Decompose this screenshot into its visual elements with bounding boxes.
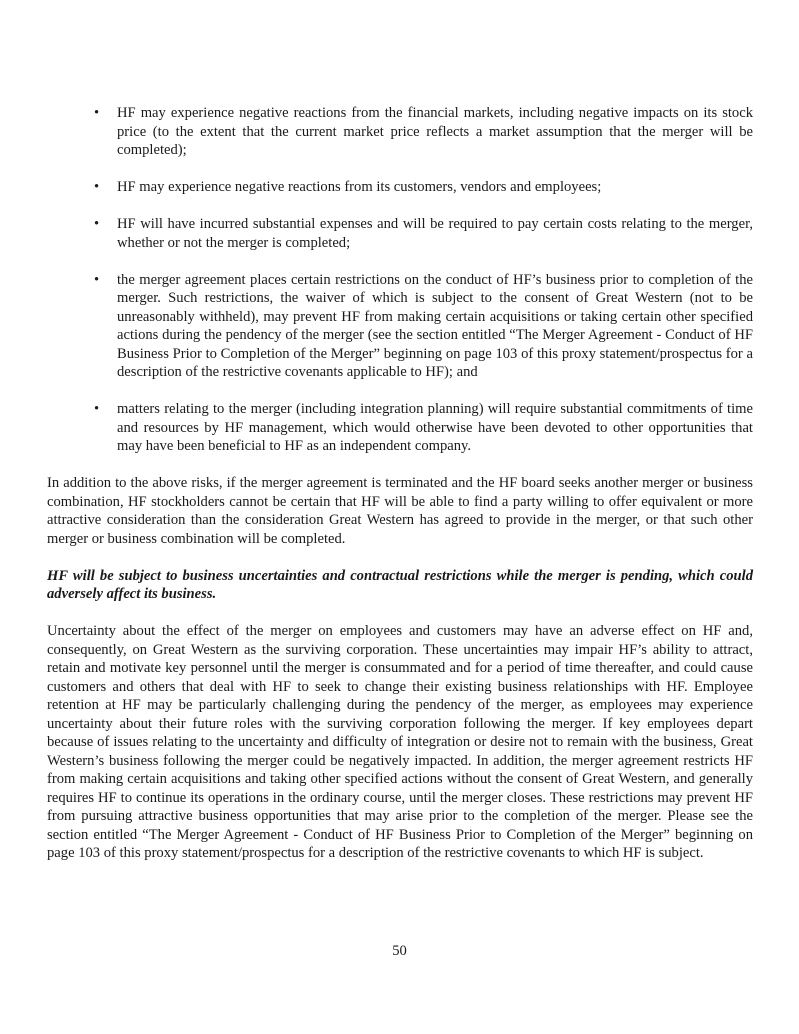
bullet-icon: • xyxy=(94,401,100,417)
bullet-text: HF may experience negative reactions from its customers, vendors and employees; xyxy=(117,179,602,195)
risk-bullet-list xyxy=(47,104,753,456)
section-body-paragraph: Uncertainty about the effect of the merger on employees and customers may have an adverse effect on HF and, consequently, on Great Western as the surviving corporation. These uncertainties may impair HF’s ability to attract, retain and motivate key personnel until the merger is consummated and for a period of time thereafter, and could cause customers and others that deal with HF to seek to change their existing business relationships with HF. Employee retention at HF may be particularly challenging during the pendency of the merger, as employees may experience uncertainty about their future roles with the surviving corporation following the merger. If key employees depart because of issues relating to the uncertainty and difficulty of integration or desire not to remain with the business, Great Western’s business following the merger could be negatively impacted. In addition, the merger agreement restricts HF from making certain acquisitions and taking other specified actions without the consent of Great Western, and generally requires HF to continue its operations in the ordinary course, until the merger closes. These restrictions may prevent HF from pursuing attractive business opportunities that may arise prior to the completion of the merger. Please see the section entitled “The Merger Agreement - Conduct of HF Business Prior to Completion of the Merger” beginning on page 103 of this proxy statement/prospectus for a description of the restrictive covenants to which HF is subject. xyxy=(47,623,753,861)
document-page xyxy=(47,104,753,881)
bullet-text: matters relating to the merger (including integration planning) will require substantial commitments of time and resources by HF management, which would otherwise have been devoted to other opportunities that may have been beneficial to HF as an independent company. xyxy=(117,401,753,454)
list-item xyxy=(47,400,753,456)
bullet-text: the merger agreement places certain restrictions on the conduct of HF’s business prior to completion of the merger. Such restrictions, the waiver of which is subject to the consent of Great Western (not to be unreasonably withheld), may prevent HF from making certain acquisitions or taking certain other specified actions during the pendency of the merger (see the section entitled “The Merger Agreement - Conduct of HF Business Prior to Completion of the Merger” beginning on page 103 of this proxy statement/prospectus for a description of the restrictive covenants applicable to HF); and xyxy=(117,271,753,380)
list-item xyxy=(47,271,753,382)
bullet-text: HF will have incurred substantial expenses and will be required to pay certain costs relating to the merger, whether or not the merger is completed; xyxy=(117,216,753,251)
list-item xyxy=(47,215,753,252)
list-item xyxy=(47,104,753,160)
bullet-icon: • xyxy=(94,216,100,232)
page-number: 50 xyxy=(392,943,407,959)
list-item xyxy=(47,178,753,197)
bullet-icon: • xyxy=(94,179,100,195)
section-heading: HF will be subject to business uncertainties and contractual restrictions while the merger is pending, which could adversely affect its business. xyxy=(47,567,753,602)
bullet-icon: • xyxy=(94,271,100,288)
bullet-icon: • xyxy=(94,105,100,121)
bullet-text: HF may experience negative reactions from the financial markets, including negative impacts on its stock price (to the extent that the current market price reflects a market assumption that the merger will be completed); xyxy=(117,105,753,158)
risk-summary-paragraph: In addition to the above risks, if the merger agreement is terminated and the HF board seeks another merger or business combination, HF stockholders cannot be certain that HF will be able to find a party willing to offer equivalent or more attractive consideration than the consideration Great Western has agreed to provide in the merger, or that such other merger or business combination will be completed. xyxy=(47,475,753,547)
